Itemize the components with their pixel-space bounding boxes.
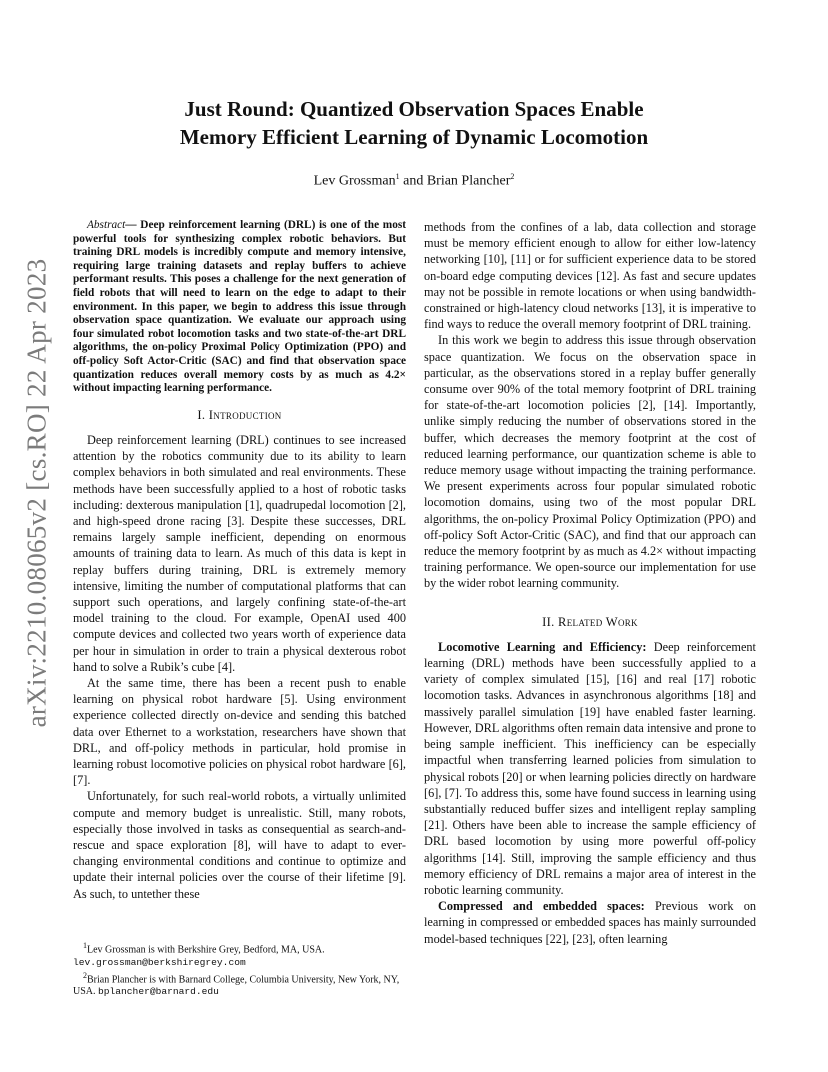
intro-paragraph-3: Unfortunately, for such real-world robots, a virtually unlimited compute and memory budget is unrealistic. Still, many robots, especially those involved in tasks as consequential as search-and-rescue and space exploration [8], will have to adapt to ever-changing environmental conditions and continue to optimize and update their internal policies over the course of their lifetime [9]. As such, to untether these: [73, 789, 406, 901]
abstract-text: — Deep reinforcement learning (DRL) is one of the most powerful tools for synthesizing complex robotic behaviors. But training DRL models is incredibly compute and memory intensive, requiring large training datasets and replay buffers to achieve performant results. This poses a challenge for the next generation of field robots that will need to learn on the edge to adapt to their environment. In this paper, we begin to address this issue through observation space quantization. We evaluate our approach using four simulated robot locomotion tasks and two state-of-the-art DRL algorithms, the on-policy Proximal Policy Optimization (PPO) and off-policy Soft Actor-Critic (SAC) and find that observation space quantization reduces overall memory costs by as much as 4.2× without impacting learning performance.: [73, 219, 406, 395]
author-2: Brian Plancher: [426, 173, 511, 189]
footnotes: [73, 940, 406, 999]
footnote-1-marker: 1: [83, 941, 87, 950]
author-1: Lev Grossman: [313, 173, 396, 189]
abstract-label: Abstract: [87, 219, 126, 231]
related-work-paragraph-1-text: Deep reinforcement learning (DRL) methods have been successfully applied to a variety of complex simulated [15], [16] and real [17] robotic locomotion tasks. Advances in asynchronous algorithms [18] and massively parallel simulation [19] have enabled faster learning. However, DRL algorithms often remain data intensive and prone to being sample inefficient. This inefficiency can be especially impactful when transferring learned policies from simulation to physical robots [20] or when learning policies directly on hardware [6], [7]. To address this, some have found success in learning using substantially reduced buffer sizes and intelligent replay sampling [21]. Others have been able to increase the sample efficiency of DRL based locomotion by using more powerful off-policy algorithms [14]. Still, improving the sample efficiency and thus memory efficiency of DRL remains a major area of interest in the robotic learning community.: [424, 639, 756, 897]
section-heading-related-work: II. Related Work: [542, 614, 638, 629]
section-heading-introduction: I. Introduction: [197, 407, 282, 422]
footnote-1-text: Lev Grossman is with Berkshire Grey, Bedford, MA, USA.: [87, 944, 325, 956]
intro-paragraph-3-continued: methods from the confines of a lab, data collection and storage must be memory efficient enough to allow for either low-latency networking [10], [11] or for sufficient experience data to be stored on-board edge computing devices [12]. As fast and secure updates may not be possible in remote locations or when using bandwidth-constrained or high-latency cloud networks [13], it is imperative to find ways to reduce the overall memory footprint of DRL training.: [424, 220, 756, 332]
arxiv-id-text: arXiv:2210.08065v2 [cs.RO] 22 Apr 2023: [21, 258, 52, 728]
related-work-paragraph-2-text: Previous work on learning in compressed or embedded spaces has mainly surrounded model-based techniques [22], [23], often learning: [424, 899, 756, 946]
title-line-2: Memory Efficient Learning of Dynamic Locomotion: [179, 125, 649, 149]
intro-paragraph-1: Deep reinforcement learning (DRL) continues to see increased attention by the robotics community due to its ability to learn complex behaviors in both simulated and real environments. These methods have been successfully applied to a host of robotic tasks including: dexterous manipulation [1], quadrupedal locomotion [2], and high-speed drone racing [3]. Despite these successes, DRL remains largely sample inefficient, depending on enormous amounts of training data to learn. As much of this data is kept in replay buffers during training, DRL is extremely memory intensive, limiting the number of computational platforms that can support such operations, and largely confining state-of-the-art model training to the cloud. For example, OpenAI used 400 compute devices and collected two years worth of experience data per hour in simulation in order to train a physical dexterous robot hand to solve a Rubik’s cube [4].: [73, 432, 406, 674]
footnote-2-text: Brian Plancher is with Barnard College, Columbia University, New York, NY, USA.: [73, 973, 400, 998]
footnote-1-email: lev.grossman@berkshiregrey.com: [73, 956, 246, 968]
related-work-paragraph-1: [424, 639, 756, 898]
author-2-affil: 2: [510, 172, 515, 181]
abstract: [73, 219, 406, 396]
related-work-subheading-locomotive: Locomotive Learning and Efficiency:: [438, 639, 647, 654]
author-1-affil: 1: [395, 172, 400, 181]
footnote-2: [73, 970, 406, 1000]
right-column: [424, 219, 756, 947]
intro-paragraph-2: At the same time, there has been a recent push to enable learning on physical robot hardware [5]. Using environment experience collected directly on-device and sending this batched data over Ethernet to a workstation, researchers have shown that DRL, and off-policy methods in particular, hold promise in learning robust locomotive policies on physical robot hardware [6], [7].: [73, 675, 406, 788]
related-work-paragraph-2: [424, 898, 756, 947]
footnote-2-email: bplancher@barnard.edu: [98, 986, 219, 998]
footnote-1: [73, 940, 406, 970]
title-line-1: Just Round: Quantized Observation Spaces Enable: [184, 97, 644, 121]
footnote-2-marker: 2: [83, 970, 87, 980]
author-line: [0, 172, 828, 190]
paper-title: [0, 95, 828, 151]
arxiv-sidebar-stamp: [21, 258, 52, 728]
related-work-subheading-compressed: Compressed and embedded spaces:: [438, 899, 645, 914]
intro-paragraph-4: In this work we begin to address this issue through observation space quantization. We focus on the observation space in particular, as the observations stored in a replay buffer generally consume over 90% of the total memory footprint of DRL training for state-of-the-art locomotion policies [2], [14]. Importantly, unlike simply reducing the number of observations stored in the buffer, which decreases the memory footprint at the cost of reduced learning performance, our quantization scheme is able to reduce memory usage without impacting the training performance. We present experiments across four popular simulated robotic locomotion domains, using two of the most popular DRL algorithms, the on-policy Proximal Policy Optimization (PPO) and off-policy Soft Actor-Critic (SAC), and find that our approach can reduce the memory footprint by as much as 4.2× without impacting training performance. We open-source our implementation for use by the wider robot learning community.: [424, 333, 756, 591]
left-column: [73, 219, 406, 902]
author-conjunction: and: [399, 173, 427, 189]
